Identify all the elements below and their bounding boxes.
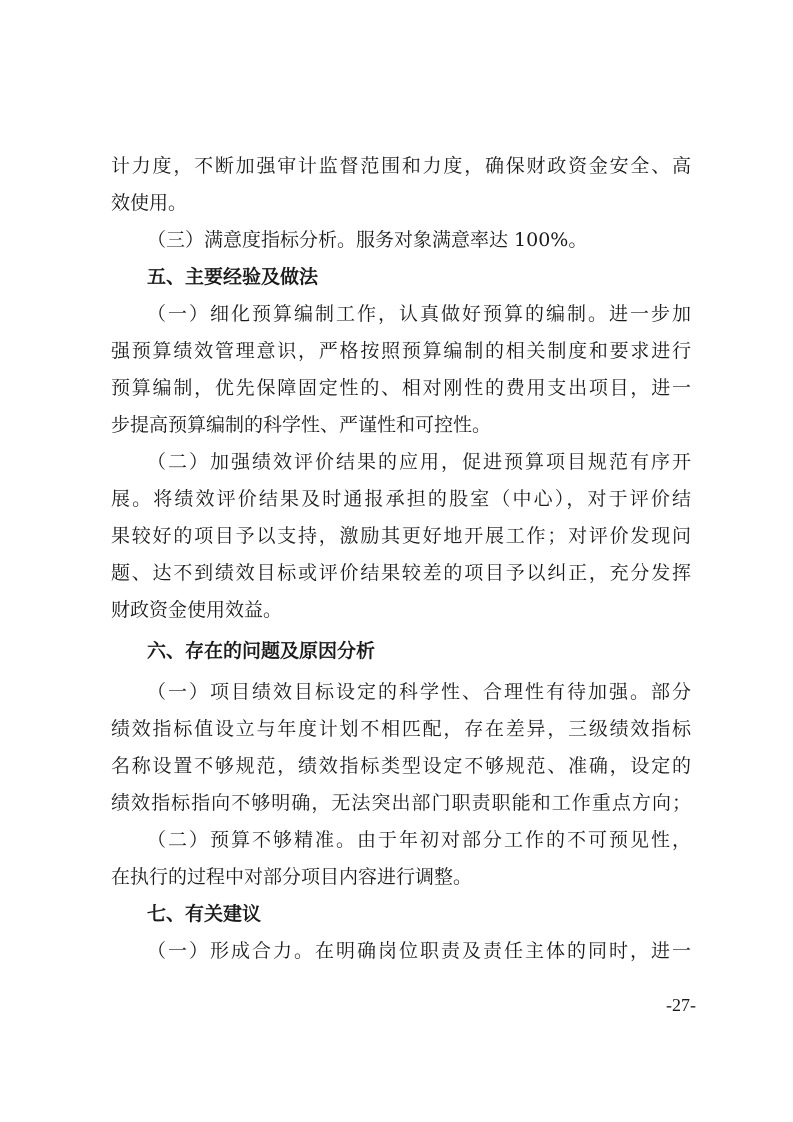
section-heading-5: 五、主要经验及做法 [147,266,319,288]
page-number: -27- [666,995,696,1015]
paragraph-first-line: （一）细化预算编制工作，认真做好预算的编制。进一步加 [147,303,691,325]
paragraph-first-line: （一）形成合力。在明确岗位职责及责任主体的同时，进一 [147,940,691,962]
body-text-line: 果较好的项目予以支持，激励其更好地开展工作；对评价发现问 [111,525,691,547]
body-text-line: 绩效指标值设立与年度计划不相匹配，存在差异，三级绩效指标 [111,718,691,740]
body-text-line: 步提高预算编制的科学性、严谨性和可控性。 [111,414,492,436]
section-heading-6: 六、存在的问题及原因分析 [147,640,376,662]
paragraph-first-line: （一）项目绩效目标设定的科学性、合理性有待加强。部分 [147,681,691,703]
body-text-line: 预算编制，优先保障固定性的、相对刚性的费用支出项目，进一 [111,377,691,399]
body-text-line: 强预算绩效管理意识，严格按照预算编制的相关制度和要求进行 [111,340,691,362]
body-text-line: 效使用。 [111,192,188,214]
body-text-line: 名称设置不够规范，绩效指标类型设定不够规范、准确，设定的 [111,755,691,777]
body-text-line: 题、达不到绩效目标或评价结果较差的项目予以纠正，充分发挥 [111,562,691,584]
body-text-line: 展。将绩效评价结果及时通报承担的股室（中心），对于评价结 [111,488,691,510]
paragraph-first-line: （三）满意度指标分析。服务对象满意率达 100%。 [147,229,588,251]
paragraph-first-line: （二）预算不够精准。由于年初对部分工作的不可预见性， [147,829,691,851]
body-text-line: 绩效指标指向不够明确，无法突出部门职责职能和工作重点方向； [111,792,691,814]
section-heading-7: 七、有关建议 [147,903,262,925]
body-text-line: 计力度，不断加强审计监督范围和力度，确保财政资金安全、高 [111,155,691,177]
body-text-line: 在执行的过程中对部分项目内容进行调整。 [111,866,473,888]
body-text-line: 财政资金使用效益。 [111,599,283,621]
paragraph-first-line: （二）加强绩效评价结果的应用，促进预算项目规范有序开 [147,451,691,473]
